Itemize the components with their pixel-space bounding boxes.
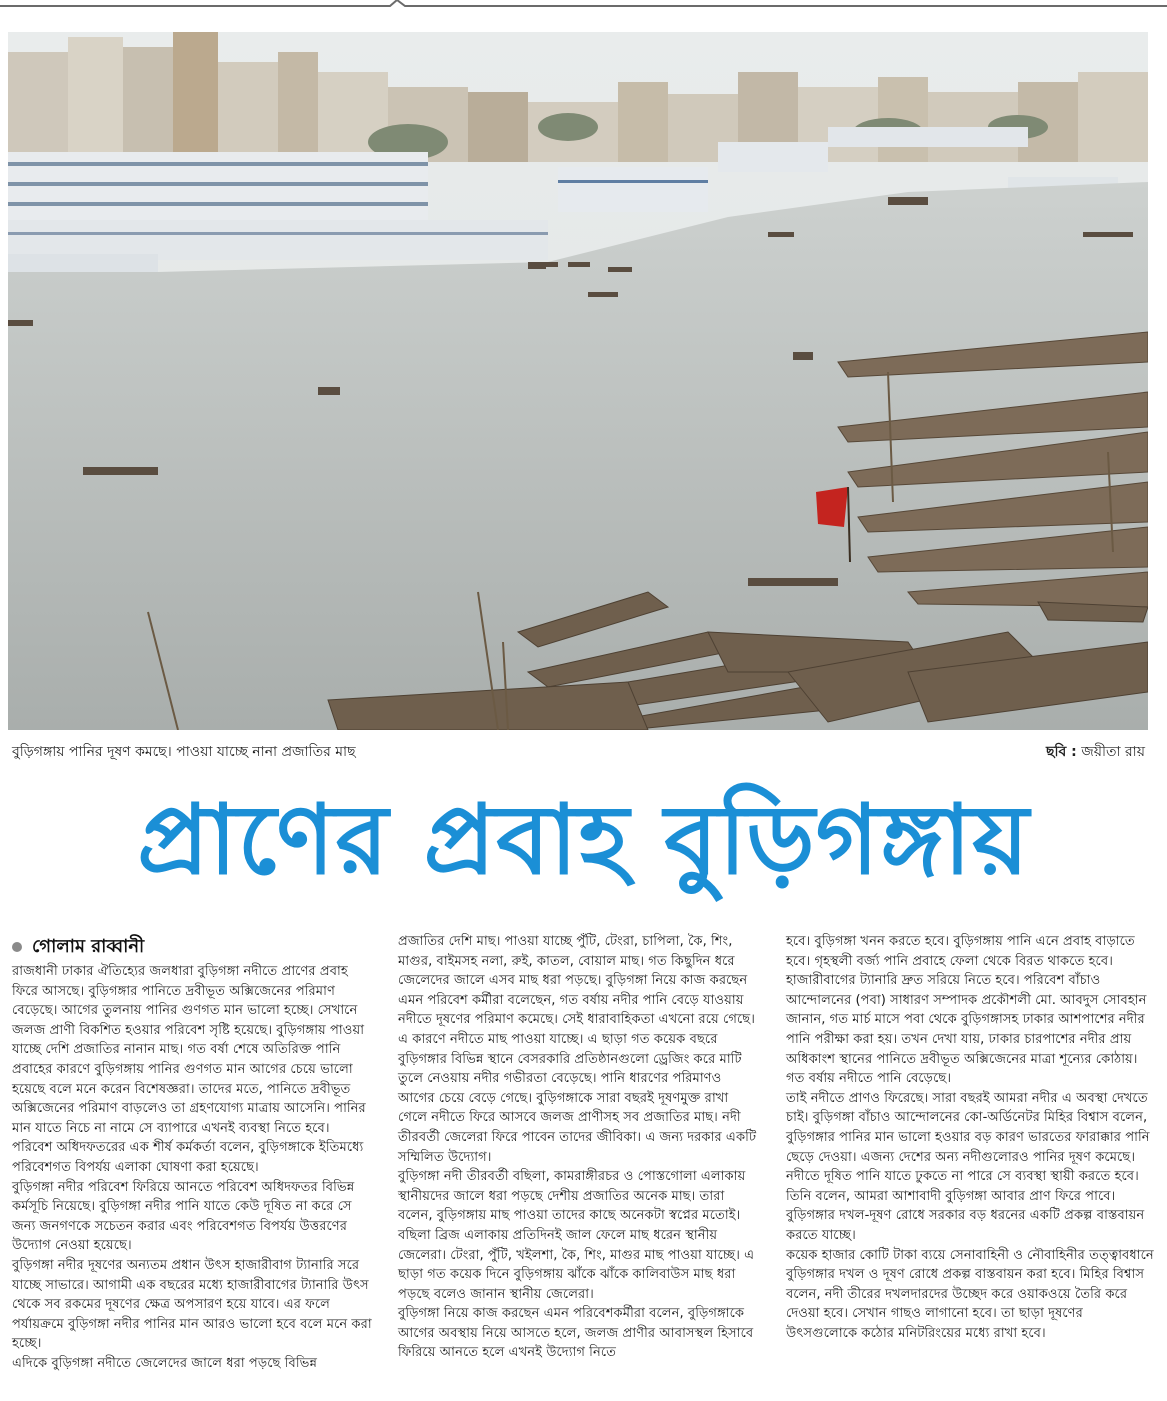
paragraph: বুড়িগঙ্গা নদীর দূষণের অন্যতম প্রধান উৎস হাজারীবাগ ট্যানারি সরে যাচ্ছে সাভারে। আগামী এক বছরের মধ্যে হাজারীবাগের ট্যানারি উৎস থেকে সব রকমের দূষণের ক্ষেত্র অপসারণ হয়ে যাবে। এর ফলে পর্যায়ক্রমে বুড়িগঙ্গা নদীর পানির মান আরও ভালো হবে বলে মনে করা হচ্ছে। xyxy=(12,1257,372,1352)
author-name: গোলাম রাব্বানী xyxy=(32,936,145,957)
paragraph: বুড়িগঙ্গা নদীর পরিবেশ ফিরিয়ে আনতে পরিবেশ অধিদফতর বিভিন্ন কর্মসূচি নিয়েছে। বুড়িগঙ্গা নদীর পানি যাতে কেউ দূষিত না করে সে জন্য জনগণকে সচেতন করার এবং পরিবেশগত বিপর্যয় উত্তরণের উদ্যোগ নেওয়া হয়েছে। xyxy=(12,1179,355,1254)
paragraph: হবে। বুড়িগঙ্গা খনন করতে হবে। বুড়িগঙ্গায় পানি এনে প্রবাহ বাড়াতে হবে। গৃহস্থলী বর্জ্য পানি প্রবাহে ফেলা থেকে বিরত থাকতে হবে। হাজারীবাগের ট্যানারি দ্রুত সরিয়ে নিতে হবে। পরিবেশ বাঁচাও আন্দোলনের (পবা) সাধারণ সম্পাদক প্রকৌশলী মো. আবদুস সোবহান জানান, গত মার্চ মাসে পবা থেকে বুড়িগঙ্গাসহ ঢাকার আশপাশের নদীর পানি পরীক্ষা করা হয়। তখন দেখা যায়, ঢাকার চারপাশের নদীর প্রায় অধিকাংশ স্থানের পানিতে দ্রবীভূত অক্সিজেনের মাত্রা শূন্যের কোঠায়। গত বর্ষায় নদীতে পানি বেড়েছে। xyxy=(786,934,1147,1087)
paragraph: এদিকে বুড়িগঙ্গা নদীতে জেলেদের জালে ধরা পড়ছে বিভিন্ন xyxy=(12,1355,317,1371)
river-photo xyxy=(8,32,1148,730)
credit-name: জয়ীতা রায় xyxy=(1081,744,1145,760)
paragraph: বুড়িগঙ্গা নিয়ে কাজ করছেন এমন পরিবেশকর্মীরা বলেন, বুড়িগঙ্গাকে আগের অবস্থায় নিয়ে আসতে হলে, জলজ প্রাণীর আবাসস্থল হিসাবে ফিরিয়ে আনতে হলে এখনই উদ্যোগ নিতে xyxy=(398,1306,754,1361)
article-column-1 xyxy=(12,962,374,1373)
paragraph: কয়েক হাজার কোটি টাকা ব্যয়ে সেনাবাহিনী ও নৌবাহিনীর তত্ত্বাবধানে বুড়িগঙ্গার দখল ও দূষণ রোধে প্রকল্প বাস্তবায়ন করা হবে। মিহির বিশ্বাস বলেন, নদী তীরের দখলদারদের উচ্ছেদ করে ওয়াকওয়ে তৈরি করে দেওয়া হবে। সেখান গাছও লাগানো হবে। তা ছাড়া দূষণের উৎসগুলোকে কঠোর মনিটরিংয়ের মধ্যে রাখা হবে। xyxy=(786,1247,1154,1341)
paragraph: বুড়িগঙ্গা নদী তীরবর্তী বছিলা, কামরাঙ্গীরচর ও পোস্তগোলা এলাকায় স্থানীয়দের জালে ধরা পড়ছে দেশীয় প্রজাতির অনেক মাছ। তারা বলেন, বুড়িগঙ্গায় মাছ পাওয়া তাদের কাছে অনেকটা স্বপ্নের মতোই। বছিলা ব্রিজ এলাকায় প্রতিদিনই জাল ফেলে মাছ ধরেন স্থানীয় জেলেরা। টেংরা, পুঁটি, খইলশা, কৈ, শিং, মাগুর মাছ পাওয়া যাচ্ছে। এ ছাড়া গত কয়েক দিনে বুড়িগঙ্গায় ঝাঁকে ঝাঁকে কালিবাউস মাছ ধরা পড়ছে বলেও জানান স্থানীয় জেলেরা। xyxy=(398,1169,755,1302)
article-column-3 xyxy=(786,932,1154,1343)
paragraph: প্রজাতির দেশি মাছ। পাওয়া যাচ্ছে পুঁটি, টেংরা, চাপিলা, কৈ, শিং, মাগুর, বাইমসহ নলা, রুই, কাতল, বোয়াল মাছ। গত কিছুদিন ধরে জেলেদের জালে এসব মাছ ধরা পড়ছে। বুড়িগঙ্গা নিয়ে কাজ করছেন এমন পরিবেশ কর্মীরা বলেছেন, গত বর্ষায় নদীর পানি বেড়ে যাওয়ায় নদীতে দূষণের পরিমাণ কমেছে। সেই ধারাবাহিকতা এখনো রয়ে গেছে। এ কারণে নদীতে মাছ পাওয়া যাচ্ছে। এ ছাড়া গত কয়েক বছরে বুড়িগঙ্গার বিভিন্ন স্থানে বেসরকারি প্রতিষ্ঠানগুলো ড্রেজিং করে মাটি তুলে নেওয়ায় নদীর গভীরতা বেড়েছে। পানি ধারণের পরিমাণও আগের চেয়ে বেড়ে গেছে। বুড়িগঙ্গাকে সারা বছরই দূষণমুক্ত রাখা গেলে নদীতে ফিরে আসবে জলজ প্রাণীসহ সব প্রজাতির মাছ। নদী তীরবর্তী জেলেরা ফিরে পাবেন তাদের জীবিকা। এ জন্য দরকার একটি সম্মিলিত উদ্যোগ। xyxy=(398,934,757,1165)
byline xyxy=(12,932,144,963)
article-column-2 xyxy=(398,932,760,1363)
page-top-rule xyxy=(0,0,1167,10)
photo-credit xyxy=(1046,740,1145,764)
credit-label: ছবি : xyxy=(1045,744,1077,760)
bullet-icon xyxy=(12,942,22,952)
headline: প্রাণের প্রবাহ বুড়িগঙ্গায় xyxy=(137,784,1030,896)
paragraph: তাই নদীতে প্রাণও ফিরেছে। সারা বছরই আমরা নদীর এ অবস্থা দেখতে চাই। বুড়িগঙ্গা বাঁচাও আন্দোলনের কো-অর্ডিনেটর মিহির বিশ্বাস বলেন, বুড়িগঙ্গার পানির মান ভালো হওয়ার বড় কারণ ভারতের ফারাক্কার পানি ছেড়ে দেওয়া। এজন্য দেশের অন্য নদীগুলোরও পানির দূষণ কমেছে। নদীতে দূষিত পানি যাতে ঢুকতে না পারে সে ব্যবস্থা স্থায়ী করতে হবে। তিনি বলেন, আমরা আশাবাদী বুড়িগঙ্গা আবার প্রাণ ফিরে পাবে। বুড়িগঙ্গার দখল-দূষণ রোধে সরকার বড় ধরনের একটি প্রকল্প বাস্তবায়ন করতে যাচ্ছে। xyxy=(786,1090,1150,1243)
paragraph: রাজধানী ঢাকার ঐতিহ্যের জলধারা বুড়িগঙ্গা নদীতে প্রাণের প্রবাহ ফিরে আসছে। বুড়িগঙ্গার পানিতে দ্রবীভূত অক্সিজেনের পরিমাণ বেড়েছে। আগের তুলনায় পানির গুণগত মান ভালো হচ্ছে। সেখানে জলজ প্রাণী বিকশিত হওয়ার পরিবেশ সৃষ্টি হয়েছে। বুড়িগঙ্গায় পাওয়া যাচ্ছে দেশি প্রজাতির নানান মাছ। গত বর্ষা শেষে অতিরিক্ত পানি প্রবাহের কারণে বুড়িগঙ্গায় পানির গুণগত মান আগের চেয়ে ভালো হয়েছে বলে মনে করেন বিশেষজ্ঞরা। তাদের মতে, পানিতে দ্রবীভূত অক্সিজেনের পরিমাণ বাড়লেও তা গ্রহণযোগ্য মাত্রায় আসেনি। পানির মান যাতে নিচে না নামে সে ব্যাপারে এখনই ব্যবস্থা নিতে হবে। পরিবেশ অধিদফতরের এক শীর্ষ কর্মকর্তা বলেন, বুড়িগঙ্গাকে ইতিমধ্যে পরিবেশগত বিপর্যয় এলাকা ঘোষণা করা হয়েছে। xyxy=(12,964,366,1175)
photo-caption: বুড়িগঙ্গায় পানির দূষণ কমছে। পাওয়া যাচ্ছে নানা প্রজাতির মাছ xyxy=(12,744,356,760)
